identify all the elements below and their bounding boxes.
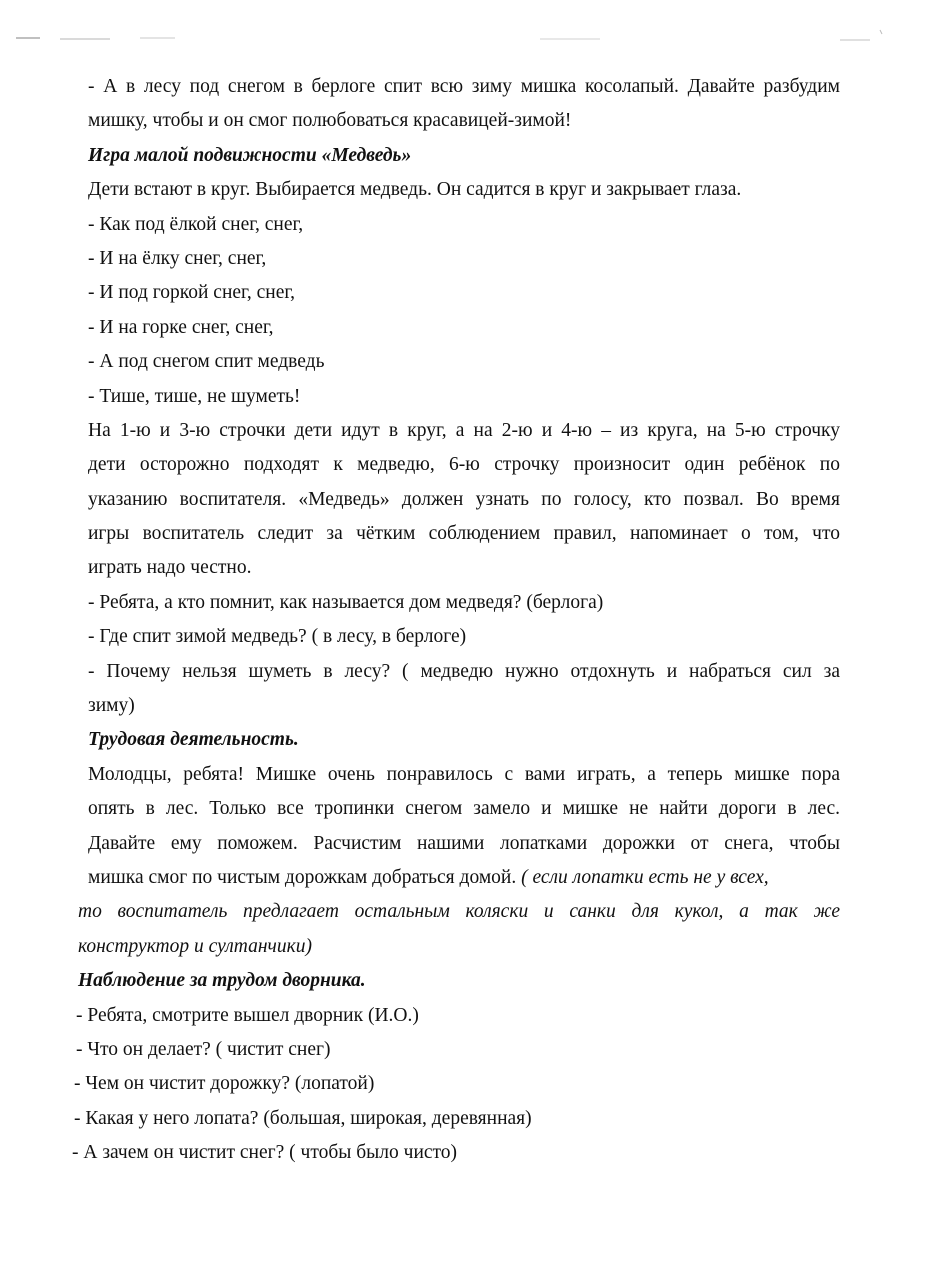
rules-line-5: играть надо честно. <box>88 557 252 579</box>
section-heading-janitor-observation: Наблюдение за трудом дворника. <box>78 970 366 992</box>
rules-line-3: указанию воспитателя. «Медведь» должен узнать по голосу, кто позвал. Во время <box>88 488 840 510</box>
verse-line-1: - Как под ёлкой снег, снег, <box>88 213 304 235</box>
intro-line-1: - А в лесу под снегом в берлоге спит всю зиму мишка косолапый. Давайте разбудим <box>88 76 840 97</box>
section-heading-bear-game: Игра малой подвижности «Медведь» <box>88 144 412 166</box>
rules-line-2: дети осторожно подходят к медведю, 6-ю строчку произносит один ребёнок по <box>88 454 840 476</box>
work-line-1: Молодцы, ребята! Мишке очень понравилось с вами играть, а теперь мишке пора <box>88 763 840 785</box>
dialogue-line-3: - Чем он чистит дорожку? (лопатой) <box>74 1073 375 1095</box>
question-line-3: - Почему нельзя шуметь в лесу? ( медведю нужно отдохнуть и набраться сил за <box>88 660 840 682</box>
intro-line-2: мишку, чтобы и он смог полюбоваться красавицей-зимой! <box>88 110 572 132</box>
verse-line-6: - Тише, тише, не шуметь! <box>88 385 301 407</box>
work-line-3: Давайте ему поможем. Расчистим нашими лопатками дорожки от снега, чтобы <box>88 832 840 854</box>
work-line-4-italic-note: ( если лопатки есть не у всех, <box>516 866 769 888</box>
work-line-2: опять в лес. Только все тропинки снегом замело и мишке не найти дороги в лес. <box>88 798 840 820</box>
dialogue-line-4: - Какая у него лопата? (большая, широкая, деревянная) <box>74 1107 532 1129</box>
document-body <box>72 70 840 1171</box>
work-line-4-plain: мишка смог по чистым дорожкам добраться домой. <box>88 866 517 888</box>
work-line-4 <box>88 861 840 895</box>
work-note-line-2: конструктор и султанчики) <box>78 935 312 957</box>
rules-line-1: На 1-ю и 3-ю строчки дети идут в круг, а на 2-ю и 4-ю – из круга, на 5-ю строчку <box>88 419 840 441</box>
section-heading-work-activity: Трудовая деятельность. <box>88 729 299 751</box>
question-line-4: зиму) <box>88 695 135 717</box>
verse-line-5: - А под снегом спит медведь <box>88 351 325 373</box>
game-setup-text: Дети встают в круг. Выбирается медведь. Он садится в круг и закрывает глаза. <box>88 179 742 201</box>
question-line-2: - Где спит зимой медведь? ( в лесу, в берлоге) <box>88 626 467 648</box>
verse-line-2: - И на ёлку снег, снег, <box>88 247 267 269</box>
dialogue-line-5: - А зачем он чистит снег? ( чтобы было чисто) <box>72 1142 458 1164</box>
verse-line-3: - И под горкой снег, снег, <box>88 282 296 304</box>
work-note-line-1: то воспитатель предлагает остальным коляски и санки для кукол, а так же <box>78 901 840 923</box>
verse-line-4: - И на горке снег, снег, <box>88 316 274 338</box>
dialogue-line-1: - Ребята, смотрите вышел дворник (И.О.) <box>76 1004 419 1026</box>
question-line-1: - Ребята, а кто помнит, как называется дом медведя? (берлога) <box>88 591 604 613</box>
rules-line-4: игры воспитатель следит за чётким соблюдением правил, напоминает о том, что <box>88 523 840 545</box>
dialogue-line-2: - Что он делает? ( чистит снег) <box>76 1038 331 1060</box>
scan-artifact-marks <box>0 28 930 48</box>
